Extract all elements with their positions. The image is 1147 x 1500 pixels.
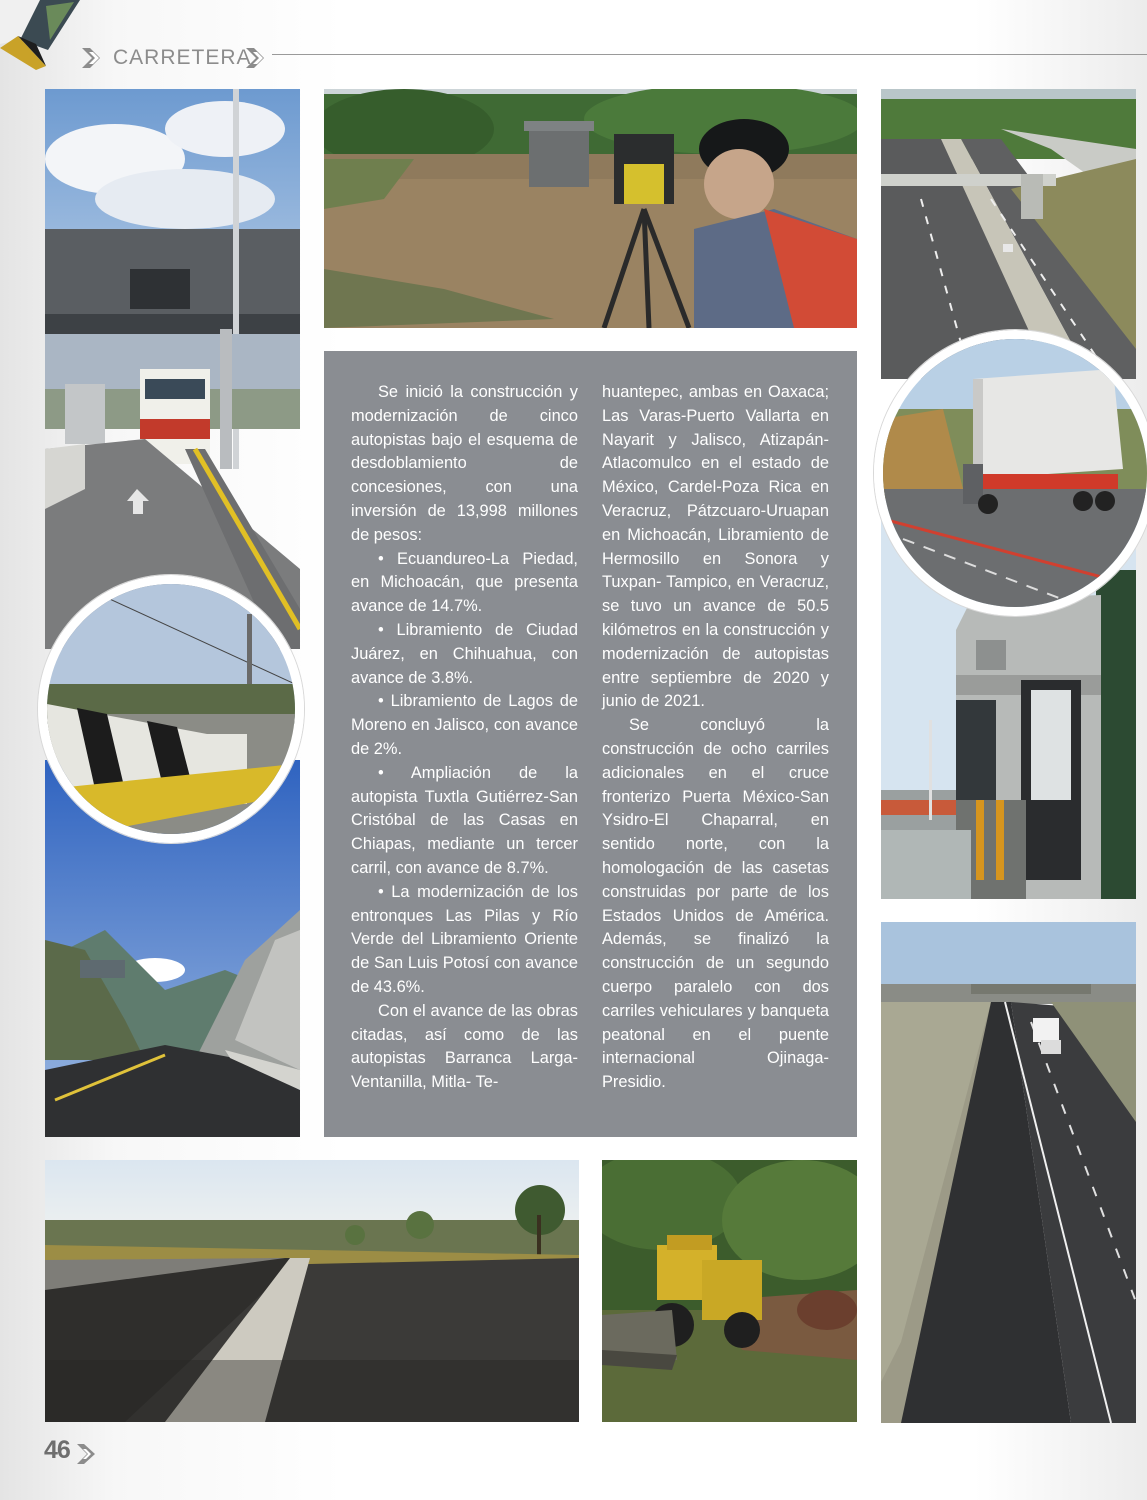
truck-circle-photo xyxy=(874,330,1147,616)
article-paragraph: Se inició la construcción y modernización de cinco autopistas bajo el esquema de desdoblamiento de concesiones, con una inversión de 13,998 millones de pesos: xyxy=(351,383,578,544)
article-paragraph: Se concluyó la construcción de ocho carriles adicionales en el cruce fronterizo Puerta México-San Ysidro-El Chaparral, en sentido norte, con la homologación de las casetas construidas por parte de los Estados Unidos de América. Además, se finalizó la construcción de un segundo cuerpo paralelo con dos carriles vehiculares y banqueta peatonal en el puente internacional Ojinaga- Presidio. xyxy=(602,716,829,1092)
chevron-right-icon xyxy=(80,46,106,70)
article-paragraph: Con el avance de las obras citadas, así como de las autopistas Barranca Larga-Ventanilla, Mitla- Te- xyxy=(351,1001,578,1092)
page-number: 46 xyxy=(44,1436,70,1464)
article-left-column xyxy=(351,381,578,1095)
article-bullet: • La modernización de los entronques Las Pilas y Río Verde del Libramiento Oriente de San Luis Potosí con avance de 43.6%. xyxy=(351,882,578,996)
article-right-column xyxy=(602,381,829,1095)
road-barrier-circle-photo xyxy=(38,575,304,843)
chevron-right-icon xyxy=(76,1442,98,1466)
empty-highway-photo xyxy=(881,922,1136,1423)
article-bullet: • Libramiento de Ciudad Juárez, en Chihuahua, con avance de 3.8%. xyxy=(351,620,578,687)
article-text-panel xyxy=(324,351,857,1137)
toll-booth-photo xyxy=(45,89,300,649)
road-closeup-photo xyxy=(45,1160,579,1422)
chevron-right-icon xyxy=(244,46,272,70)
corner-logo-icon xyxy=(0,0,80,70)
article-bullet: • Ampliación de la autopista Tuxtla Gutiérrez-San Cristóbal de las Casas en Chiapas, mediante un tercer carril, con avance de 8.7%. xyxy=(351,763,578,877)
article-bullet: • Ecuandureo-La Piedad, en Michoacán, que presenta avance de 14.7%. xyxy=(351,549,578,616)
surveyor-river-photo xyxy=(324,89,857,328)
article-bullet: • Libramiento de Lagos de Moreno en Jalisco, con avance de 2%. xyxy=(351,692,578,758)
section-label: CARRETERA xyxy=(113,46,252,69)
article-paragraph: huantepec, ambas en Oaxaca; Las Varas-Puerto Vallarta en Nayarit y Jalisco, Atizapán-Atlacomulco en el estado de México, Cardel-Poza Rica en Veracruz, Pátzcuaro-Uruapan en Michoacán, Libramiento de Hermosillo en Sonora y Tuxpan- Tampico, en Veracruz, se tuvo un avance de 50.5 kilómetros en la construcción y modernización de autopistas entre septiembre de 2020 y junio de 2021. xyxy=(602,383,829,711)
header-rule xyxy=(272,54,1147,55)
bulldozer-photo xyxy=(602,1160,857,1422)
